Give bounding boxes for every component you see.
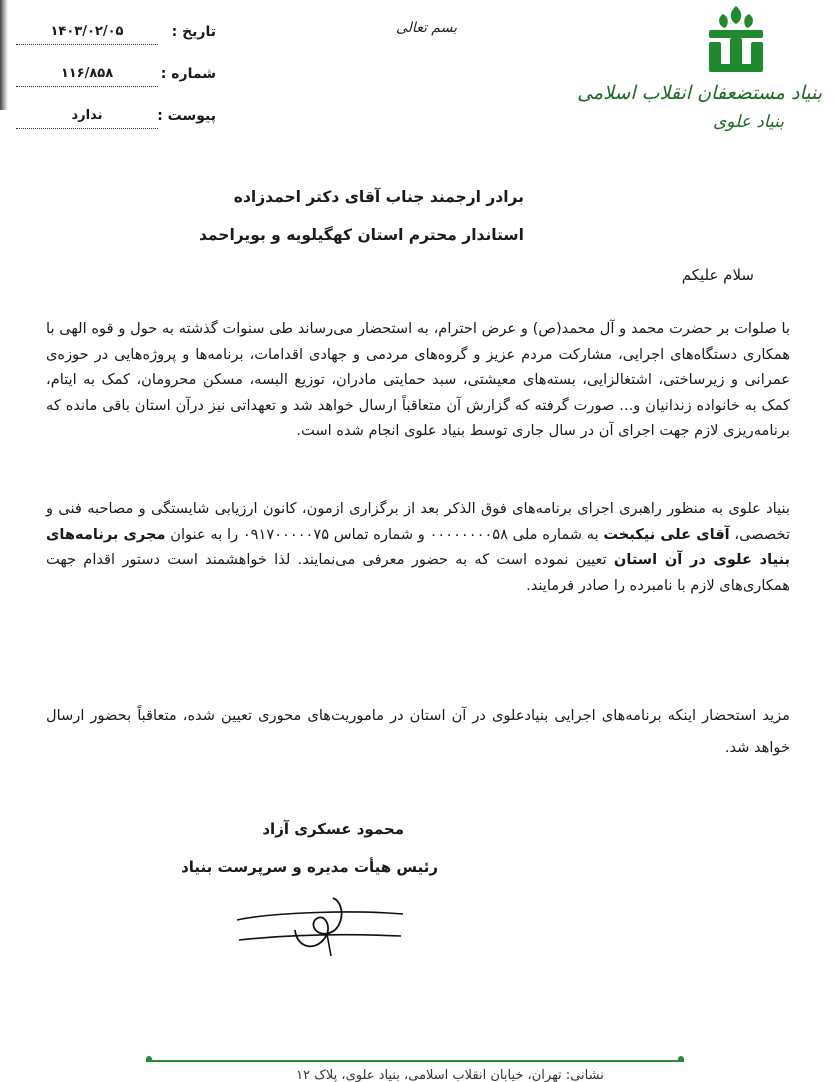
- meta-date-label: تاریخ :: [171, 24, 216, 40]
- meta-date: [16, 24, 216, 48]
- footer-divider: [146, 1060, 684, 1062]
- logo-emblem-icon: [701, 4, 771, 76]
- meta-attachment-label: پیوست :: [157, 108, 216, 124]
- meta-date-value: ۱۴۰۳/۰۲/۰۵: [16, 24, 158, 45]
- paragraph-2-part1: بنیاد علوی به منظور راهبری اجرای برنامه‌های فوق الذکر بعد از برگزاری ازمون، کانون ارزیابی شایستگی و مصاحبه فنی و تخصصی،: [46, 500, 791, 543]
- addressee-line2: استاندار محترم استان کهگیلویه و بویراحمد: [198, 226, 524, 244]
- footer-dot-left: [146, 1056, 152, 1062]
- org-name-line2: بنیاد علوی: [712, 112, 784, 132]
- meta-number: [16, 66, 216, 90]
- meta-attachment: [16, 108, 216, 132]
- footer-address: نشانی: تهران، خیابان انقلاب اسلامی، بنیاد علوی، پلاک ۱۲: [296, 1068, 604, 1082]
- footer-dot-right: [678, 1056, 684, 1062]
- org-name-line1: بنیاد مستضعفان انقلاب اسلامی: [577, 82, 822, 104]
- paragraph-1: با صلوات بر حضرت محمد و آل محمد(ص) و عرض احترام، به استحضار می‌رساند طی سنوات گذشته به حول و قوه الهی با همکاری دستگاه‌های اجرایی، مشارکت مردم عزیز و گروه‌های مردمی و جهادی اقدامات، برنامه‌ها و پروژه‌هایی در حوزه‌ی عمرانی و زیرساختی، اشتغالزایی، بسته‌های معیشتی، سبد حمایتی مادران، توزیع البسه، مسکن محرومان، کمک به ایتام، کمک به خانواده زندانیان و... صورت گرفته که گزارش آن متعاقباً ارسال خواهد شد و تعهداتی نیز درآن استان باقی مانده که برنامه‌ریزی لازم جهت اجرای آن در سال جاری توسط بنیاد علوی انجام شده است.: [46, 320, 790, 439]
- nominee-role: مجری برنامه‌های بنیاد علوی در آن استان: [46, 525, 791, 568]
- greeting: سلام علیکم: [681, 266, 754, 284]
- signer-title: رئیس هیأت مدیره و سرپرست بنیاد: [181, 858, 438, 876]
- paragraph-3: مزید استحضار اینکه برنامه‌های اجرایی بنیادعلوی در آن استان در ماموریت‌های محوری تعیین شده، متعاقباً بحضور ارسال خواهد شد.: [46, 707, 790, 756]
- meta-number-value: ۱۱۶/۸۵۸: [16, 66, 158, 87]
- paragraph-2-part3: تعیین نموده است که به حضور معرفی می‌نمایند. لذا خواهشمند است دستور اقدام جهت همکاری‌های لازم با نامبرده را صادر فرمایند.: [46, 551, 790, 594]
- paragraph-2: [46, 496, 790, 598]
- meta-attachment-value: ندارد: [16, 108, 158, 129]
- nominee-name: آقای علی نیکبخت: [603, 525, 730, 543]
- signer-name: محمود عسکری آزاد: [262, 820, 404, 838]
- meta-number-label: شماره :: [160, 66, 216, 82]
- scan-edge: [0, 0, 8, 110]
- handwritten-signature: [235, 890, 405, 960]
- paragraph-2-part2: به شماره ملی ۰۰۰۰۰۰۰۰۵۸ و شماره تماس ۰۹۱۷۰۰۰۰۰۷۵ را به عنوان: [170, 525, 599, 543]
- addressee-line1: برادر ارجمند جناب آقای دکتر احمدزاده: [233, 188, 524, 206]
- bismillah: بسم تعالی: [396, 20, 458, 36]
